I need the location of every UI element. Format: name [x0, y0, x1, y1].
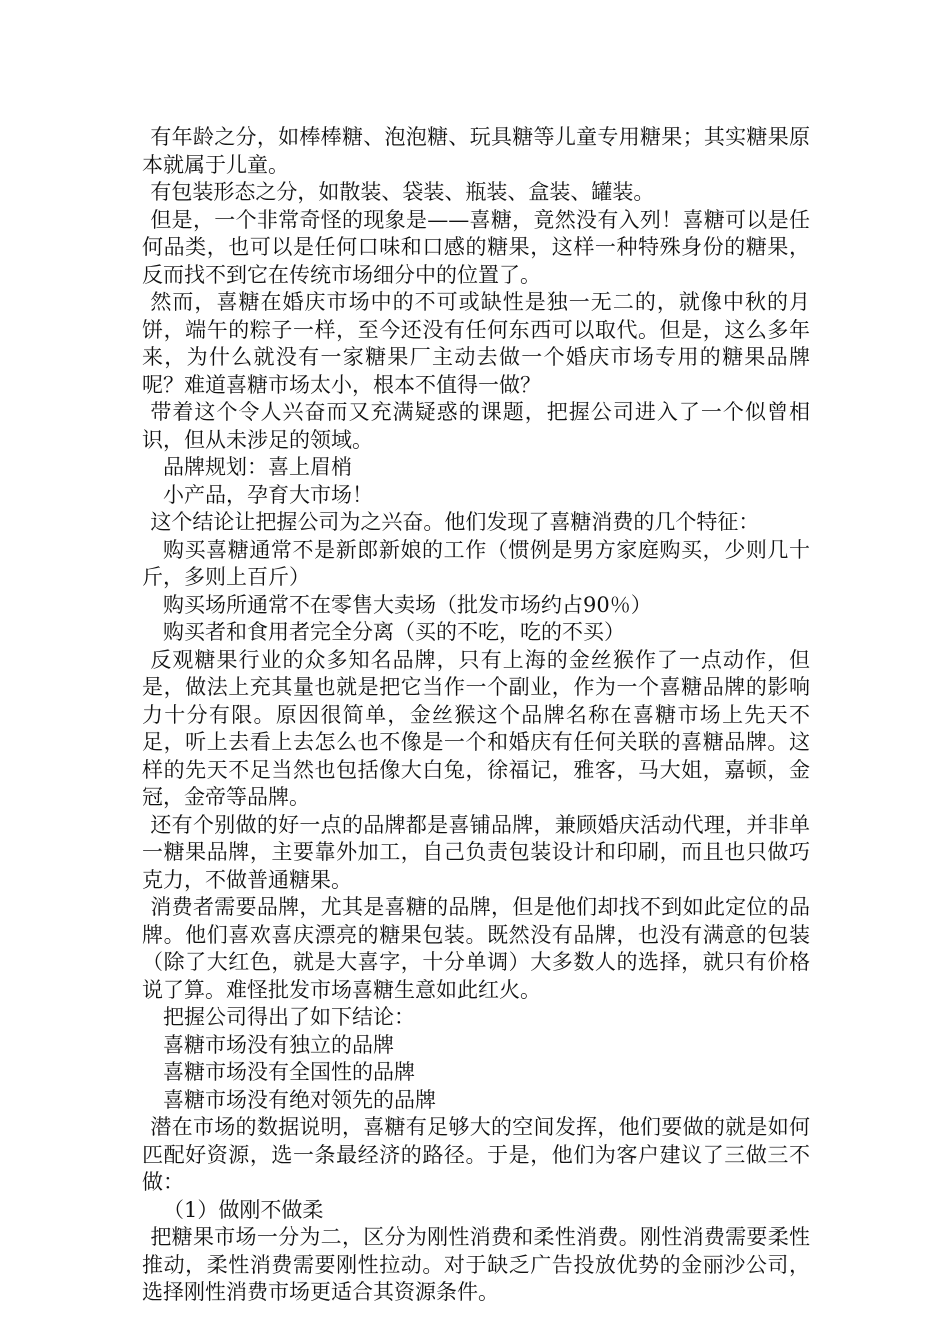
- document-body: [142, 124, 810, 1307]
- section-heading: （1）做刚不做柔: [163, 1197, 324, 1222]
- paragraph: 有包装形态之分，如散装、袋装、瓶装、盒装、罐装。: [150, 180, 655, 204]
- paragraph: 这个结论让把握公司为之兴奋。他们发现了喜糖消费的几个特征：: [150, 510, 760, 534]
- list-item: 购买喜糖通常不是新郎新娘的工作（惯例是男方家庭购买，少则几十斤，多则上百斤）: [142, 537, 810, 589]
- list-item: 喜糖市场没有独立的品牌: [163, 1032, 394, 1057]
- paragraph: 还有个别做的好一点的品牌都是喜铺品牌，兼顾婚庆活动代理，并非单一糖果品牌，主要靠外加工，自己负责包装设计和印刷，而且也只做巧克力，不做普通糖果。: [142, 812, 810, 892]
- paragraph: 反观糖果行业的众多知名品牌，只有上海的金丝猴作了一点动作，但是，做法上充其量也就是把它当作一个副业，作为一个喜糖品牌的影响力十分有限。原因很简单，金丝猴这个品牌名称在喜糖市场上先天不足，听上去看上去怎么也不像是一个和婚庆有任何关联的喜糖品牌。这样的先天不足当然也包括像大白兔，徐福记，雅客，马大姐，嘉顿，金冠，金帝等品牌。: [142, 647, 810, 809]
- section-heading: 品牌规划：喜上眉梢: [163, 455, 352, 479]
- list-item: 喜糖市场没有全国性的品牌: [163, 1060, 415, 1084]
- paragraph: 然而，喜糖在婚庆市场中的不可或缺性是独一无二的，就像中秋的月饼，端午的粽子一样，至今还没有任何东西可以取代。但是，这么多年来，为什么就没有一家糖果厂主动去做一个婚庆市场专用的糖果品牌呢？难道喜糖市场太小，根本不值得一做？: [142, 290, 810, 397]
- paragraph: 把握公司得出了如下结论：: [163, 1005, 415, 1029]
- paragraph: 消费者需要品牌，尤其是喜糖的品牌，但是他们却找不到如此定位的品牌。他们喜欢喜庆漂亮的糖果包装。既然没有品牌，也没有满意的包装（除了大红色，就是大喜字，十分单调）大多数人的选择，就只有价格说了算。难怪批发市场喜糖生意如此红火。: [142, 895, 810, 1002]
- paragraph: 小产品，孕育大市场！: [163, 482, 373, 507]
- paragraph: 但是，一个非常奇怪的现象是——喜糖，竟然没有入列！喜糖可以是任何品类，也可以是任何口味和口感的糖果，这样一种特殊身份的糖果，反而找不到它在传统市场细分中的位置了。: [142, 207, 810, 287]
- paragraph: 潜在市场的数据说明，喜糖有足够大的空间发挥，他们要做的就是如何匹配好资源，选一条最经济的路径。于是，他们为客户建议了三做三不做：: [142, 1115, 810, 1194]
- list-item: 购买者和食用者完全分离（买的不吃，吃的不买）: [163, 620, 625, 644]
- paragraph: 有年龄之分，如棒棒糖、泡泡糖、玩具糖等儿童专用糖果；其实糖果原本就属于儿童。: [142, 125, 810, 177]
- list-item: 喜糖市场没有绝对领先的品牌: [163, 1087, 436, 1112]
- list-item: 购买场所通常不在零售大卖场（批发市场约占90％）: [163, 592, 652, 617]
- paragraph: 带着这个令人兴奋而又充满疑惑的课题，把握公司进入了一个似曾相识，但从未涉足的领域。: [142, 400, 810, 452]
- paragraph: 把糖果市场一分为二，区分为刚性消费和柔性消费。刚性消费需要柔性推动，柔性消费需要刚性拉动。对于缺乏广告投放优势的金丽沙公司，选择刚性消费市场更适合其资源条件。: [142, 1225, 810, 1304]
